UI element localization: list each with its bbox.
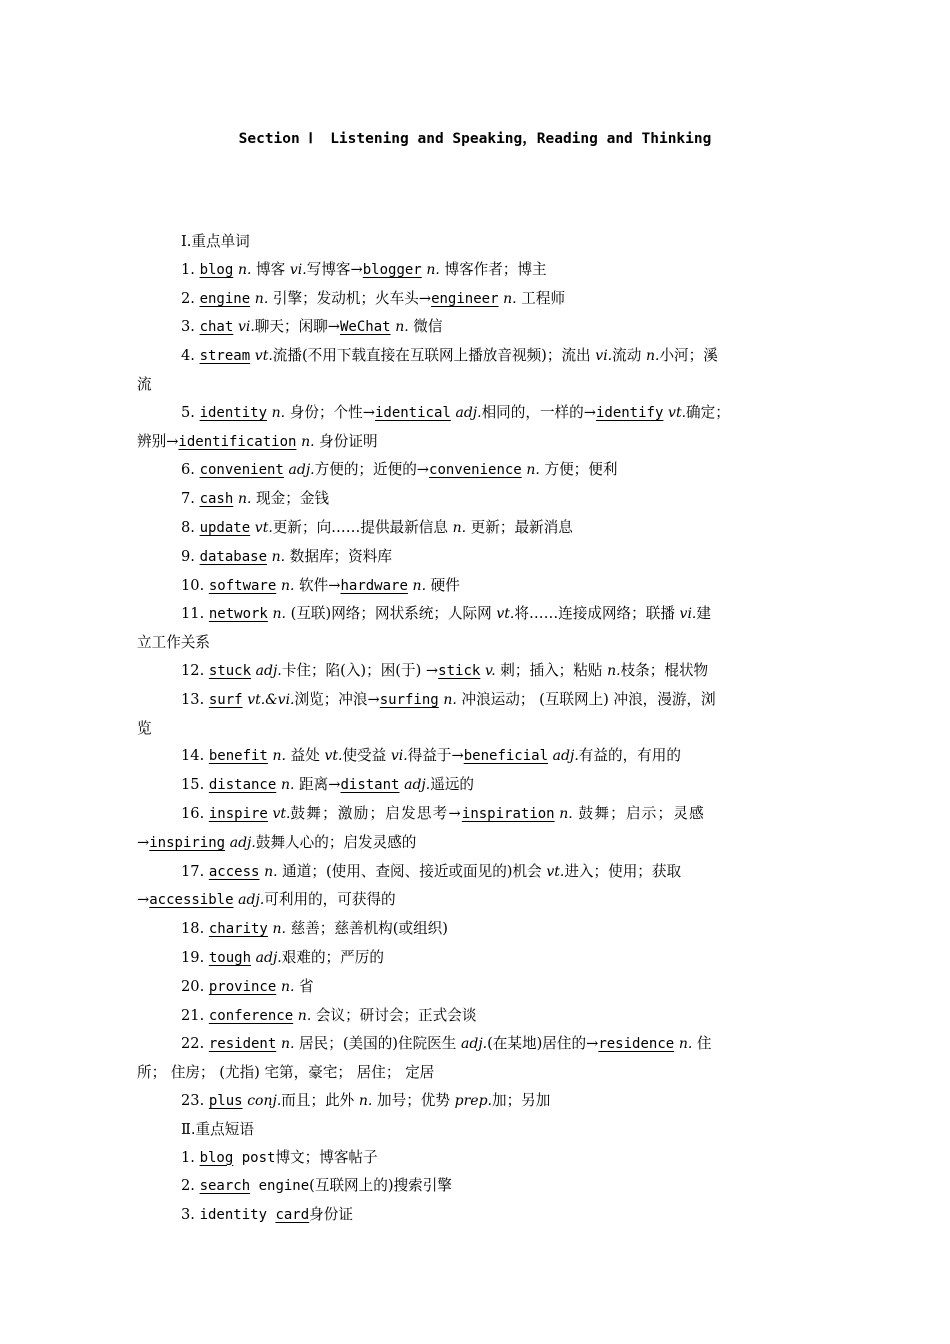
vocab-entry bbox=[137, 342, 815, 371]
vocab-word: blog bbox=[199, 1149, 234, 1166]
vocab-word: identity bbox=[199, 404, 268, 421]
vocab-word: distant bbox=[340, 777, 400, 794]
part-of-speech: n. bbox=[272, 606, 286, 623]
entry-text: 居民；(美国的)住院医生 bbox=[294, 1035, 462, 1053]
entry-text: 15. bbox=[181, 776, 209, 794]
vocab-word: conference bbox=[208, 1007, 294, 1024]
part-of-speech: vt. bbox=[546, 863, 565, 880]
part-of-speech: n. bbox=[395, 319, 409, 336]
part-of-speech: n. bbox=[452, 519, 467, 536]
vocab-entry bbox=[137, 973, 815, 1002]
entry-text: 20. bbox=[181, 977, 209, 995]
part-of-speech: adj. bbox=[255, 949, 282, 966]
entry-text: (互联)网络；网状系统；人际网 bbox=[285, 605, 497, 623]
entry-text: 枝条；棍状物 bbox=[620, 661, 709, 679]
vocab-entry bbox=[137, 600, 815, 629]
vocab-entry bbox=[137, 485, 815, 514]
entry-text: 博客作者；博主 bbox=[439, 260, 547, 278]
part-of-speech: vi. bbox=[289, 261, 307, 278]
entry-text: 身份证明 bbox=[314, 432, 378, 450]
entry-text: 流播(不用下载直接在互联网上播放音视频)；流出 bbox=[272, 347, 596, 365]
vocab-word: identification bbox=[178, 433, 297, 450]
entry-text: 身份证 bbox=[309, 1206, 353, 1224]
entry-text: 17. bbox=[181, 862, 209, 880]
part-of-speech: n. bbox=[645, 348, 660, 365]
vocab-word: beneficial bbox=[463, 748, 549, 765]
page-title: Section Ⅰ Listening and Speaking，Reading and Thinking bbox=[238, 131, 712, 147]
vocab-word: blog bbox=[199, 261, 234, 278]
entry-text: 方便的；近便的→ bbox=[314, 461, 430, 479]
vocab-word: surf bbox=[208, 691, 243, 708]
vocab-word: card bbox=[275, 1207, 310, 1224]
vocab-entry bbox=[137, 944, 815, 973]
vocab-word: identify bbox=[595, 404, 664, 421]
vocab-word: residence bbox=[598, 1036, 675, 1053]
entry-text: 6. bbox=[181, 461, 200, 479]
vocab-word: benefit bbox=[208, 748, 268, 765]
entry-text: 5. bbox=[181, 403, 200, 421]
entry-text: 遥远的 bbox=[430, 776, 475, 794]
vocab-word: hardware bbox=[340, 577, 408, 594]
entry-text: → bbox=[137, 833, 150, 851]
vocab-word: update bbox=[199, 519, 251, 536]
part-of-speech: n. bbox=[272, 921, 286, 938]
part-of-speech: adj. bbox=[404, 777, 431, 794]
part-of-speech: vi. bbox=[595, 348, 613, 365]
part-of-speech: vt. bbox=[272, 805, 291, 822]
entry-text: 3. bbox=[181, 318, 200, 336]
vocab-word: search bbox=[199, 1178, 251, 1195]
part-of-speech: n. bbox=[503, 290, 517, 307]
part-of-speech: n. bbox=[264, 863, 278, 880]
entry-text: 鼓舞；启示；灵感 bbox=[572, 804, 705, 822]
vocab-word: surfing bbox=[379, 691, 439, 708]
entry-text: 工程师 bbox=[516, 289, 566, 307]
vocab-entry bbox=[137, 1087, 815, 1116]
vocab-word: cash bbox=[199, 491, 234, 508]
entry-text: 流动 bbox=[612, 347, 646, 365]
entry-text: 22. bbox=[181, 1035, 209, 1053]
entry-text: 博文；博客帖子 bbox=[275, 1148, 378, 1166]
part-of-speech: n. bbox=[559, 805, 573, 822]
entry-text: 写博客→ bbox=[306, 260, 363, 278]
vocab-word: engineer bbox=[431, 290, 499, 307]
entry-text: 所； 住房； (尤指) 宅第，豪宅； 居住； 定居 bbox=[137, 1064, 435, 1082]
vocab-entry bbox=[137, 1030, 815, 1059]
entry-continuation bbox=[137, 829, 815, 858]
part-of-speech: adj. bbox=[552, 748, 579, 765]
entry-text: 刺；插入；粘贴 bbox=[495, 661, 608, 679]
vocab-word: plus bbox=[208, 1092, 243, 1109]
vocab-word: identical bbox=[374, 404, 451, 421]
part-of-speech: v. bbox=[484, 662, 496, 679]
entry-continuation bbox=[137, 371, 815, 399]
part-of-speech: vi. bbox=[237, 319, 255, 336]
entry-text: 16. bbox=[181, 804, 209, 822]
part-of-speech: vt. bbox=[496, 606, 515, 623]
part-of-speech: n. bbox=[237, 491, 252, 508]
part-of-speech: n. bbox=[254, 290, 269, 307]
entry-text: 3. bbox=[181, 1206, 200, 1224]
vocab-entry bbox=[137, 858, 815, 887]
part-of-speech: prep. bbox=[454, 1092, 492, 1109]
vocab-entry bbox=[137, 1201, 815, 1230]
part-of-speech: adj. bbox=[229, 834, 256, 851]
entry-text: 艰难的；严厉的 bbox=[281, 948, 384, 966]
entry-text: 1. bbox=[181, 1148, 200, 1166]
entry-text: 加；另加 bbox=[491, 1091, 551, 1109]
entry-text: 小河；溪 bbox=[659, 347, 718, 365]
part-of-speech: vi. bbox=[390, 748, 408, 765]
entry-text: 省 bbox=[294, 977, 314, 995]
vocab-word: convenience bbox=[429, 462, 522, 479]
vocab-word: charity bbox=[208, 921, 268, 938]
vocab-entry bbox=[137, 543, 815, 572]
vocab-word: chat bbox=[199, 319, 234, 336]
part-of-speech: n. bbox=[358, 1092, 373, 1109]
part-of-speech: conj. bbox=[247, 1092, 282, 1109]
entry-text: 硬件 bbox=[426, 576, 460, 594]
entry-text: 4. bbox=[181, 347, 200, 365]
entry-continuation bbox=[137, 1059, 815, 1087]
entry-text: 聊天；闲聊→ bbox=[254, 318, 340, 336]
vocab-entry bbox=[137, 686, 815, 715]
part-of-speech: vt. bbox=[324, 748, 343, 765]
entry-text: 会议；研讨会；正式会谈 bbox=[311, 1006, 477, 1024]
vocab-word: network bbox=[208, 606, 268, 623]
vocab-word: WeChat bbox=[339, 319, 391, 336]
part-of-speech: n. bbox=[280, 978, 295, 995]
part-of-speech: n. bbox=[271, 404, 286, 421]
part-of-speech: vt. bbox=[254, 519, 273, 536]
entry-text: 引擎；发动机；火车头→ bbox=[268, 289, 432, 307]
part-of-speech: n. bbox=[301, 433, 315, 450]
entry-text: 身份；个性→ bbox=[285, 403, 375, 421]
vocab-word: stream bbox=[199, 348, 251, 365]
entry-text: 更新；向……提供最新信息 bbox=[272, 518, 453, 536]
vocab-word: convenient bbox=[199, 462, 284, 479]
entry-text: 18. bbox=[181, 920, 209, 938]
vocab-entry bbox=[137, 456, 815, 485]
vocab-word: distance bbox=[208, 777, 277, 794]
entry-text: 更新；最新消息 bbox=[466, 518, 573, 536]
entry-text: 使受益 bbox=[342, 747, 391, 765]
entry-text: 13. bbox=[181, 690, 209, 708]
entry-text: 有益的，有用的 bbox=[578, 747, 681, 765]
entry-text: 7. bbox=[181, 490, 200, 508]
part-of-speech: adj. bbox=[461, 1036, 488, 1053]
entry-text: 软件→ bbox=[294, 576, 341, 594]
part-of-speech: n. bbox=[280, 577, 295, 594]
vocab-word: province bbox=[208, 978, 277, 995]
vocab-word: access bbox=[208, 863, 260, 880]
entry-text: 8. bbox=[181, 518, 200, 536]
part-of-speech: n. bbox=[272, 748, 286, 765]
document-body bbox=[137, 228, 815, 1230]
vocab-entry bbox=[137, 800, 815, 829]
entry-text: 距离→ bbox=[294, 776, 341, 794]
vocab-word: stuck bbox=[208, 662, 252, 679]
entry-continuation bbox=[137, 428, 815, 457]
phrase-word: engine bbox=[250, 1178, 310, 1195]
part-of-speech: vt. bbox=[254, 348, 273, 365]
entry-continuation bbox=[137, 629, 815, 657]
entry-text: 通道；(使用、查阅、接近或面见的)机会 bbox=[277, 862, 547, 880]
part-of-speech: n. bbox=[443, 691, 457, 708]
vocab-word: accessible bbox=[149, 892, 234, 909]
vocab-word: inspire bbox=[208, 805, 268, 822]
vocab-word: inspiration bbox=[461, 805, 555, 822]
part-of-speech: n. bbox=[426, 261, 440, 278]
entry-text: 可利用的，可获得的 bbox=[264, 891, 396, 909]
vocab-word: blogger bbox=[362, 261, 422, 278]
entry-text: 博客 bbox=[251, 260, 290, 278]
vocab-entry bbox=[137, 1144, 815, 1173]
part-of-speech: adj. bbox=[238, 892, 265, 909]
vocab-entry bbox=[137, 657, 815, 686]
entry-text: 确定； bbox=[686, 403, 730, 421]
entry-text: 浏览；冲浪→ bbox=[294, 690, 380, 708]
part-of-speech: adj. bbox=[455, 404, 482, 421]
entry-text: 10. bbox=[181, 576, 209, 594]
vocab-entry bbox=[137, 313, 815, 342]
entry-text: 鼓舞；激励；启发思考→ bbox=[290, 804, 462, 822]
vocab-word: database bbox=[199, 548, 268, 565]
part-of-speech: n. bbox=[678, 1036, 693, 1053]
vocab-entry bbox=[137, 1002, 815, 1031]
vocab-entry bbox=[137, 915, 815, 944]
entry-text: 19. bbox=[181, 948, 209, 966]
vocab-word: stick bbox=[438, 662, 481, 679]
entry-text: 流 bbox=[137, 375, 152, 393]
entry-text: 方便；便利 bbox=[539, 461, 618, 479]
entry-continuation bbox=[137, 715, 815, 743]
vocab-entry bbox=[137, 256, 815, 285]
entry-text: 2. bbox=[181, 289, 200, 307]
vocab-word: tough bbox=[208, 949, 252, 966]
entry-text: (互联网上的)搜索引擎 bbox=[309, 1177, 452, 1195]
entry-text: 得益于→ bbox=[407, 747, 464, 765]
entry-continuation bbox=[137, 886, 815, 915]
vocab-word: inspiring bbox=[149, 834, 226, 851]
entry-text: 住 bbox=[692, 1035, 712, 1053]
entry-text: 11. bbox=[181, 605, 209, 623]
vocab-entry bbox=[137, 572, 815, 601]
part-of-speech: n. bbox=[280, 777, 295, 794]
section-heading: Ⅱ.重点短语 bbox=[181, 1120, 254, 1138]
entry-text: 2. bbox=[181, 1177, 200, 1195]
entry-text: 将……连接成网络；联播 bbox=[514, 605, 680, 623]
part-of-speech: n. bbox=[526, 462, 540, 479]
entry-text: 益处 bbox=[285, 747, 325, 765]
entry-text: 览 bbox=[137, 719, 152, 737]
section-heading: Ⅰ.重点单词 bbox=[181, 233, 250, 250]
entry-text: 9. bbox=[181, 547, 200, 565]
vocab-word: software bbox=[208, 577, 277, 594]
entry-text: 微信 bbox=[408, 318, 443, 336]
part-of-speech: n. bbox=[607, 662, 621, 679]
entry-text: 23. bbox=[181, 1091, 209, 1109]
entry-text: 现金；金钱 bbox=[251, 490, 330, 508]
entry-text: 冲浪运动； (互联网上) 冲浪，漫游，浏 bbox=[456, 690, 716, 708]
entry-text: → bbox=[137, 891, 150, 909]
vocab-entry bbox=[137, 285, 815, 314]
entry-text: 14. bbox=[181, 747, 209, 765]
part-of-speech: vt.&vi. bbox=[247, 691, 295, 708]
entry-text: 建 bbox=[696, 605, 711, 623]
part-of-speech: n. bbox=[271, 548, 286, 565]
vocab-entry bbox=[137, 514, 815, 543]
part-of-speech: vi. bbox=[679, 606, 697, 623]
vocab-entry bbox=[137, 1172, 815, 1201]
entry-text: 相同的，一样的→ bbox=[481, 403, 596, 421]
entry-text: 立工作关系 bbox=[137, 634, 210, 652]
part-of-speech: adj. bbox=[288, 462, 315, 479]
entry-text: 慈善；慈善机构(或组织) bbox=[285, 920, 448, 938]
phrase-word: post bbox=[233, 1149, 276, 1166]
entry-text: 辨别→ bbox=[137, 432, 179, 450]
part-of-speech: n. bbox=[237, 261, 252, 278]
entry-text: (在某地)居住的→ bbox=[487, 1035, 599, 1053]
part-of-speech: n. bbox=[280, 1036, 295, 1053]
part-of-speech: n. bbox=[412, 577, 427, 594]
vocab-entry bbox=[137, 742, 815, 771]
entry-text: 卡住；陷(入)；困(于) → bbox=[281, 661, 439, 679]
entry-text: 12. bbox=[181, 661, 209, 679]
entry-text: 加号；优势 bbox=[372, 1091, 455, 1109]
entry-text: 21. bbox=[181, 1006, 209, 1024]
phrase-word: identity bbox=[199, 1207, 276, 1224]
entry-text: 而且；此外 bbox=[281, 1091, 359, 1109]
entry-text: 数据库；资料库 bbox=[285, 547, 392, 565]
part-of-speech: vt. bbox=[668, 404, 687, 421]
part-of-speech: adj. bbox=[255, 662, 282, 679]
entry-text: 鼓舞人心的；启发灵感的 bbox=[255, 833, 417, 851]
vocab-word: engine bbox=[199, 290, 251, 307]
vocab-entry bbox=[137, 399, 815, 428]
entry-text: 进入；使用；获取 bbox=[564, 862, 682, 880]
part-of-speech: n. bbox=[297, 1007, 312, 1024]
entry-text: 1. bbox=[181, 260, 200, 278]
vocab-entry bbox=[137, 771, 815, 800]
vocab-word: resident bbox=[208, 1036, 277, 1053]
